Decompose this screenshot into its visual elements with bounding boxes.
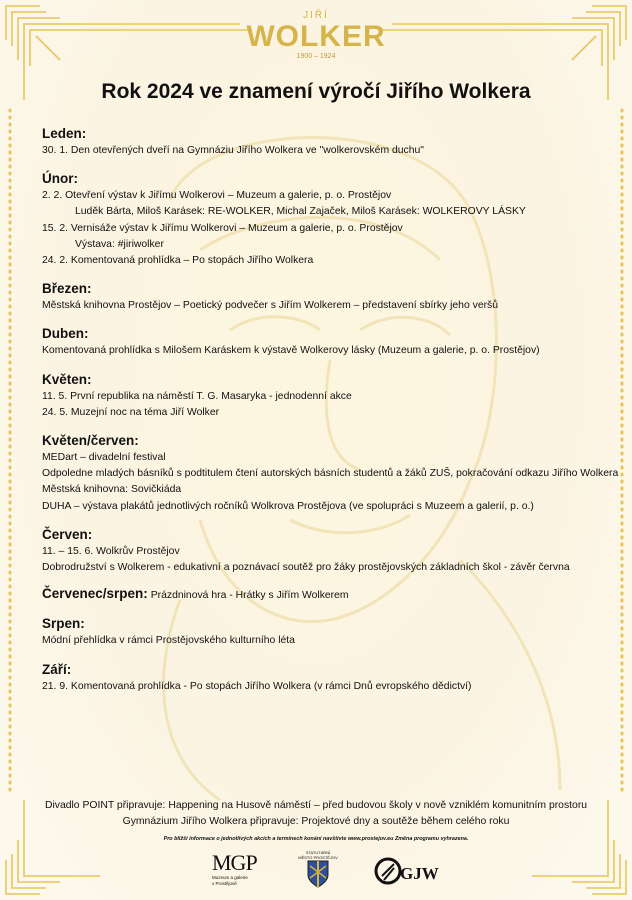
page-title: Rok 2024 ve znamení výročí Jiřího Wolkera: [101, 80, 531, 103]
event-line: 24. 2. Komentovaná prohlídka – Po stopách Jiřího Wolkera: [42, 255, 314, 267]
mgp-logo-subtitle: Muzeum a galerie: [212, 875, 248, 880]
city-logo: [298, 850, 338, 893]
section-zari: [42, 660, 612, 695]
footer-line: Gymnázium Jiřího Wolkera připravuje: Projektové dny a soutěže během celého roku: [122, 816, 510, 827]
section-heading: Únor:: [42, 171, 78, 187]
event-line: Výstava: #jiriwolker: [75, 238, 164, 250]
event-line: Městská knihovna Prostějov – Poetický podvečer s Jiřím Wolkerem – představení sbírky jeho veršů: [42, 300, 499, 312]
event-line: 24. 5. Muzejní noc na téma Jiří Wolker: [42, 406, 220, 418]
gjw-logo-text: GJW: [400, 864, 439, 883]
footer-line: Divadlo POINT připravuje: Happening na Husově náměstí – před budovou školy v nově vzniklém komunitním prostoru: [44, 800, 588, 811]
gjw-logo: [374, 854, 439, 897]
section-heading: Červenec/srpen:: [42, 586, 148, 602]
section-heading: Červen:: [42, 526, 93, 542]
mgp-logo-text: MGP: [212, 850, 257, 875]
section-cerven: [42, 525, 612, 576]
section-leden: [42, 124, 612, 159]
section-heading: Březen:: [42, 281, 92, 297]
logo-years: 1900 – 1924: [296, 53, 336, 60]
event-line: MEDart – divadelní festival: [42, 452, 166, 464]
section-heading: Srpen:: [42, 616, 85, 632]
jiri-wolker-logo: [0, 10, 632, 61]
section-duben: [42, 324, 612, 359]
footer-note: Pro bližší informace o jednotlivých akcích a termínech konání navštivte www.prostejov.eu Změna programu vyhrazena.: [163, 836, 469, 842]
footer-text: [0, 798, 632, 830]
event-line: 11. – 15. 6. Wolkrův Prostějov: [42, 545, 180, 557]
program-list: [42, 124, 619, 705]
section-heading: Září:: [42, 661, 72, 677]
logo-first-name: JIŘÍ: [303, 10, 329, 21]
section-heading: Duben:: [42, 326, 89, 342]
event-line: 11. 5. První republika na náměstí T. G. Masaryka - jednodenní akce: [42, 390, 352, 402]
section-kveten-cerven: [42, 431, 619, 515]
event-line: 2. 2. Otevření výstav k Jiřímu Wolkerovi – Muzeum a galerie, p. o. Prostějov: [42, 190, 392, 202]
event-line: 21. 9. Komentovaná prohlídka - Po stopách Jiřího Wolkera (v rámci Dnů evropského dědictví): [42, 680, 472, 692]
event-line: Módní přehlídka v rámci Prostějovského kulturního léta: [42, 635, 295, 647]
event-line: Prázdninová hra - Hrátky s Jiřím Wolkerem: [147, 590, 349, 602]
event-line: 15. 2. Vernisáže výstav k Jiřímu Wolkerovi – Muzeum a galerie, p. o. Prostějov: [42, 222, 403, 234]
event-line: Odpoledne mladých básníků s podtitulem čtení autorských básních studentů a žáků ZUŠ, pokračování odkazu Jiřího Wolkera: [42, 468, 619, 480]
event-line: Městská knihovna: Sovičkiáda: [42, 484, 182, 496]
section-heading: Květen/červen:: [42, 433, 139, 449]
section-kveten: [42, 370, 612, 421]
city-logo-text: STATUTÁRNÍ: [305, 850, 331, 855]
logo-surname: WOLKER: [246, 20, 386, 53]
section-heading: Leden:: [42, 126, 87, 141]
event-line: Luděk Bárta, Miloš Karásek: RE-WOLKER, Michal Zajaček, Miloš Karásek: WOLKEROVY LÁSKY: [75, 206, 526, 218]
section-unor: [42, 169, 612, 269]
mgp-logo-subtitle: v Prostějově: [212, 880, 237, 886]
event-line: Komentovaná prohlídka s Milošem Karáskem k výstavě Wolkerovy lásky (Muzeum a galerie, p. o. Prostějov): [42, 345, 540, 357]
section-brezen: [42, 279, 612, 314]
event-line: 30. 1. Den otevřených dveří na Gymnáziu Jiřího Wolkera ve "wolkerovském duchu": [42, 145, 424, 156]
event-line: Dobrodružství s Wolkerem - edukativní a poznávací soutěž pro žáky prostějovských základních škol - závěr června: [42, 562, 570, 574]
event-line: DUHA – výstava plakátů jednotlivých ročníků Wolkrova Prostějova (ve spolupráci s Muzeem a galerií, p. o.): [42, 500, 534, 512]
city-logo-text: MĚSTO PROSTĚJOV: [298, 855, 338, 860]
mgp-logo: [212, 851, 272, 886]
city-coat-of-arms-icon: [307, 860, 329, 888]
section-heading: Květen:: [42, 371, 92, 387]
section-srpen: [42, 614, 612, 649]
section-cervenec-srpen: [42, 586, 612, 604]
partner-logos: [0, 850, 632, 896]
